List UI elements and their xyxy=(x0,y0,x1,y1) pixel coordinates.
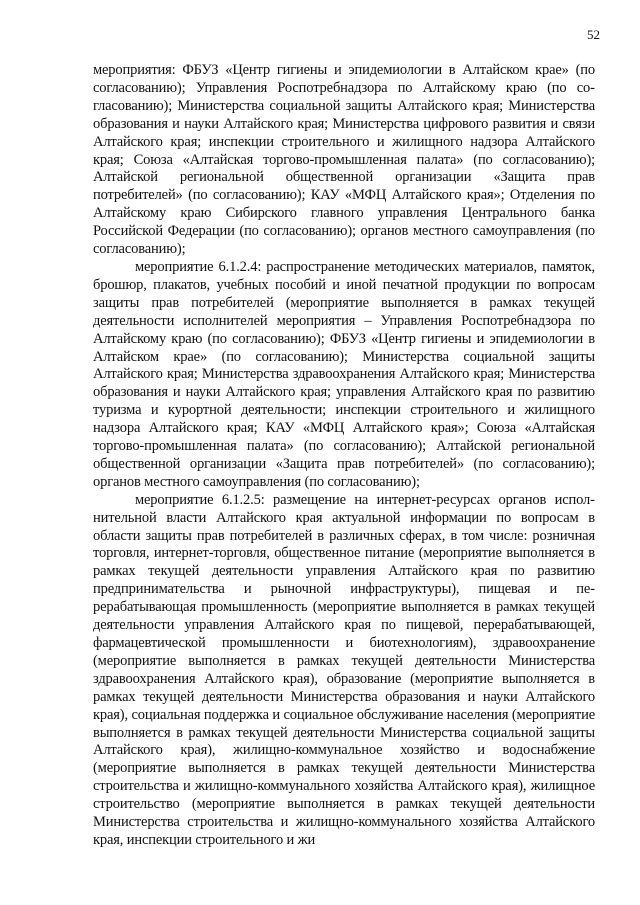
paragraph-measure-6-1-2-5: мероприятие 6.1.2.5: размещение на интернет-ресурсах органов исполнительной власти Алтайского края актуальной информации по вопросам в области защиты прав потребителей в различных сферах, в том числе: розничная торговля, интернет-торговля, общественное питание (мероприятие выполняется в рамках текущей деятельности управления Алтайского края по развитию предпринимательства и рыночной инфраструктуры), пищевая и перерабатывающая промышленность (мероприятие выполняется в рамках текущей деятельности управления Алтайского края по пищевой, перерабатывающей, фармацевтической промышленности и биотехнологиям), здравоохранение (мероприятие выполняется в рамках текущей деятельности Министерства здравоохранения Алтайского края), образование (мероприятие выполняется в рамках текущей деятельности Министерства образования и науки Алтайского края), социальная поддержка и социальное обслуживание населения (мероприятие выполняется в рамках текущей деятельности Министерства социальной защиты Алтайского края), жилищно-коммунальное хозяйство и водоснабжение (мероприятие выполняется в рамках текущей деятельности Министерства строительства и жилищно-коммунального хозяйства Алтайского края), жилищное строительство (мероприятие выполняется в рамках текущей деятельности Министерства строительства и жилищно-коммунального хозяйства Алтайского края, инспекции строительного и жи xyxy=(93,491,595,848)
paragraph-continuation: мероприятия: ФБУЗ «Центр гигиены и эпидемиологии в Алтайском крае» (по согласованию); Управления Роспотребнадзора по Алтайскому краю (по согласованию); Министерства социальной защиты Алтайского края; Министерства образования и науки Алтайского края; Министерства цифрового развития и связи Алтайского края; инспекции строительного и жилищного надзора Алтайского края; Союза «Алтайская торгово-промышленная палата» (по согласованию); Алтайской региональной общественной организации «Защита прав потребителей» (по согласованию); КАУ «МФЦ Алтайского края»; Отделения по Алтайскому краю Сибирского главного управления Центрального банка Российской Федерации (по согласованию); органов местного самоуправления (по согласованию); xyxy=(93,62,595,258)
document-body xyxy=(93,62,595,850)
paragraph-measure-6-1-2-4: мероприятие 6.1.2.4: распространение методических материалов, памяток, брошюр, плакатов, учебных пособий и иной печатной продукции по вопросам защиты прав потребителей (мероприятие выполняется в рамках текущей деятельности исполнителей мероприятия – Управления Роспотребнадзора по Алтайскому краю (по согласованию); ФБУЗ «Центр гигиены и эпидемиологии в Алтайском крае» (по согласованию); Министерства социальной защиты Алтайского края; Министерства здравоохранения Алтайского края; Министерства образования и науки Алтайского края; управления Алтайского края по развитию туризма и курортной деятельности; инспекции строительного и жилищного надзора Алтайского края; КАУ «МФЦ Алтайского края»; Союза «Алтайская торгово-промышленная палата» (по согласованию); Алтайской региональной общественной организации «Защита прав потребителей» (по согласованию); органов местного самоуправления (по согласованию); xyxy=(93,258,595,490)
page-number: 52 xyxy=(587,27,600,42)
